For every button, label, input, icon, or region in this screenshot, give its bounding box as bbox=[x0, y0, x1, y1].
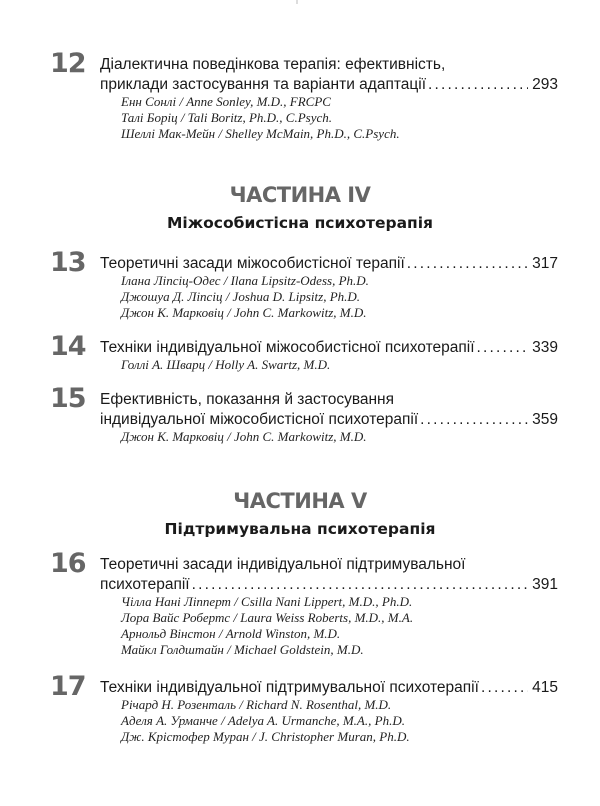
chapter-title: Техніки індивідуальної підтримувальної психотерапії bbox=[100, 679, 479, 696]
chapter-title-continued: індивідуальної міжособистісної психотерапії bbox=[100, 411, 419, 428]
chapter-title-line bbox=[100, 254, 558, 274]
part-heading-v bbox=[0, 488, 600, 540]
chapter-title-line bbox=[100, 75, 558, 95]
chapter-number: 15 bbox=[50, 383, 86, 414]
chapter-number: 16 bbox=[50, 548, 86, 579]
author: Талі Боріц / Tali Boritz, Ph.D., C.Psych. bbox=[121, 110, 333, 125]
author: Лора Вайс Робертс / Laura Weiss Roberts, M.D., M.A. bbox=[121, 610, 414, 625]
chapter-title: Діалектична поведінкова терапія: ефективність, bbox=[100, 56, 446, 73]
page-number[interactable]: 391 bbox=[532, 576, 558, 593]
part-heading-iv bbox=[0, 182, 600, 234]
page-mark bbox=[296, 0, 298, 4]
chapter-number: 13 bbox=[50, 247, 86, 278]
author: Голлі А. Шварц / Holly A. Swartz, M.D. bbox=[121, 357, 331, 372]
page-number[interactable]: 415 bbox=[532, 679, 558, 696]
chapter-number: 17 bbox=[50, 671, 86, 702]
author: Джошуа Д. Ліпсіц / Joshua D. Lipsitz, Ph.D. bbox=[121, 289, 361, 304]
chapter-title-continued: психотерапії bbox=[100, 576, 190, 593]
page-number[interactable]: 293 bbox=[532, 76, 558, 93]
page-number[interactable]: 359 bbox=[532, 411, 558, 428]
author: Дж. Крістофер Муран / J. Christopher Muran, Ph.D. bbox=[121, 729, 410, 744]
chapter-title: Ефективність, показання й застосування bbox=[100, 391, 395, 408]
author: Енн Сонлі / Anne Sonley, M.D., FRCPC bbox=[121, 94, 331, 109]
author: Ілана Ліпсіц-Одес / Ilana Lipsitz-Odess, Ph.D. bbox=[121, 273, 369, 288]
leader-dots bbox=[481, 678, 528, 698]
author: Майкл Голдштайн / Michael Goldstein, M.D. bbox=[121, 642, 364, 657]
leader-dots bbox=[420, 410, 528, 430]
author: Шеллі Мак-Мейн / Shelley McMain, Ph.D., C.Psych. bbox=[121, 126, 400, 141]
chapter-title-line bbox=[100, 575, 558, 595]
chapter-title-line bbox=[100, 410, 558, 430]
author: Аделя А. Урманче / Adelya A. Urmanche, M.A., Ph.D. bbox=[121, 713, 405, 728]
leader-dots bbox=[428, 75, 528, 95]
chapter-number: 12 bbox=[50, 48, 86, 79]
author: Джон К. Марковіц / John C. Markowitz, M.D. bbox=[121, 305, 367, 320]
chapter-title-line bbox=[100, 678, 558, 698]
chapter-title: Техніки індивідуальної міжособистісної психотерапії bbox=[100, 339, 475, 356]
chapter-title: Теоретичні засади індивідуальної підтримувальної bbox=[100, 556, 466, 573]
part-subtitle: Міжособистісна психотерапія bbox=[167, 214, 433, 232]
leader-dots bbox=[477, 338, 529, 358]
page-number[interactable]: 339 bbox=[532, 339, 558, 356]
leader-dots bbox=[407, 254, 528, 274]
part-label: ЧАСТИНА IV bbox=[229, 183, 371, 207]
chapter-title-continued: приклади застосування та варіанти адаптації bbox=[100, 76, 427, 93]
leader-dots bbox=[192, 575, 529, 595]
chapter-title-line bbox=[100, 338, 558, 358]
author: Чілла Нані Ліпперт / Csilla Nani Lippert, M.D., Ph.D. bbox=[121, 594, 413, 609]
author: Арнольд Вінстон / Arnold Winston, M.D. bbox=[121, 626, 341, 641]
chapter-number: 14 bbox=[50, 331, 86, 362]
chapter-title: Теоретичні засади міжособистісної терапії bbox=[100, 255, 405, 272]
author: Джон К. Марковіц / John C. Markowitz, M.D. bbox=[121, 429, 367, 444]
part-label: ЧАСТИНА V bbox=[233, 489, 367, 513]
part-subtitle: Підтримувальна психотерапія bbox=[164, 520, 436, 538]
page-number[interactable]: 317 bbox=[532, 255, 558, 272]
author: Річард Н. Розенталь / Richard N. Rosenthal, M.D. bbox=[121, 697, 392, 712]
